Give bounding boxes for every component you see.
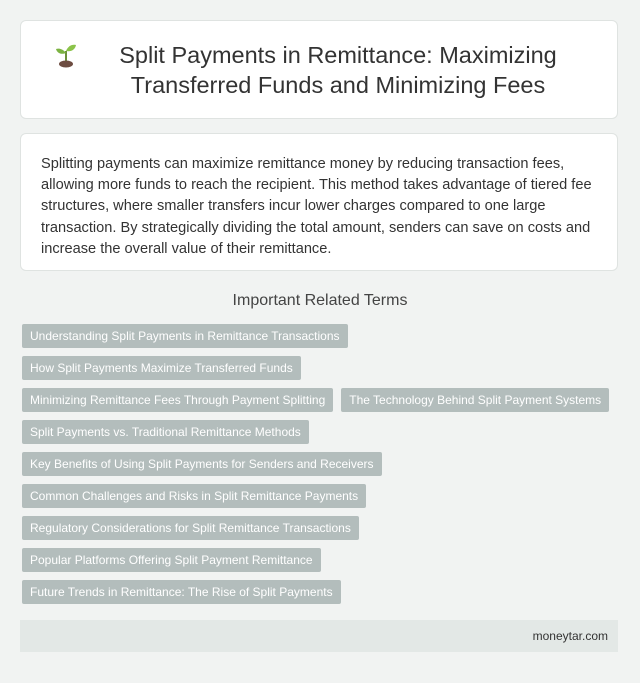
term-row [22,484,618,508]
term-tag[interactable]: Future Trends in Remittance: The Rise of Split Payments [22,580,341,604]
term-tag[interactable]: Common Challenges and Risks in Split Remittance Payments [22,484,366,508]
term-row [22,516,618,540]
footer-site-link[interactable]: moneytar.com [532,629,608,643]
term-row [22,548,618,572]
term-row [22,356,618,380]
term-tag[interactable]: Split Payments vs. Traditional Remittance Methods [22,420,309,444]
title-card [20,20,618,119]
footer [20,620,618,652]
term-tag[interactable]: Understanding Split Payments in Remittance Transactions [22,324,348,348]
term-row [22,324,618,348]
term-tag[interactable]: Regulatory Considerations for Split Remittance Transactions [22,516,359,540]
related-terms-heading: Important Related Terms [232,292,408,309]
term-row [22,420,618,444]
term-tag[interactable]: Minimizing Remittance Fees Through Payment Splitting [22,388,333,412]
description-text: Splitting payments can maximize remittance money by reducing transaction fees, allowing more funds to reach the recipient. This method takes advantage of tiered fee structures, where smaller transfers incur lower charges compared to one large transaction. By strategically dividing the total amount, senders can save on costs and increase the overall value of their remittance. [41,156,592,257]
term-row [22,580,618,604]
term-tag[interactable]: Popular Platforms Offering Split Payment Remittance [22,548,321,572]
term-row [22,452,618,476]
term-tag[interactable]: The Technology Behind Split Payment Systems [341,388,609,412]
term-tag[interactable]: Key Benefits of Using Split Payments for Senders and Receivers [22,452,382,476]
description-card [20,133,618,271]
term-row [22,388,618,412]
term-tag[interactable]: How Split Payments Maximize Transferred Funds [22,356,301,380]
sprout-icon [51,40,81,70]
page-title: Split Payments in Remittance: Maximizing Transferred Funds and Minimizing Fees [119,41,557,98]
related-terms-list [22,324,618,612]
title-wrap [21,40,617,100]
